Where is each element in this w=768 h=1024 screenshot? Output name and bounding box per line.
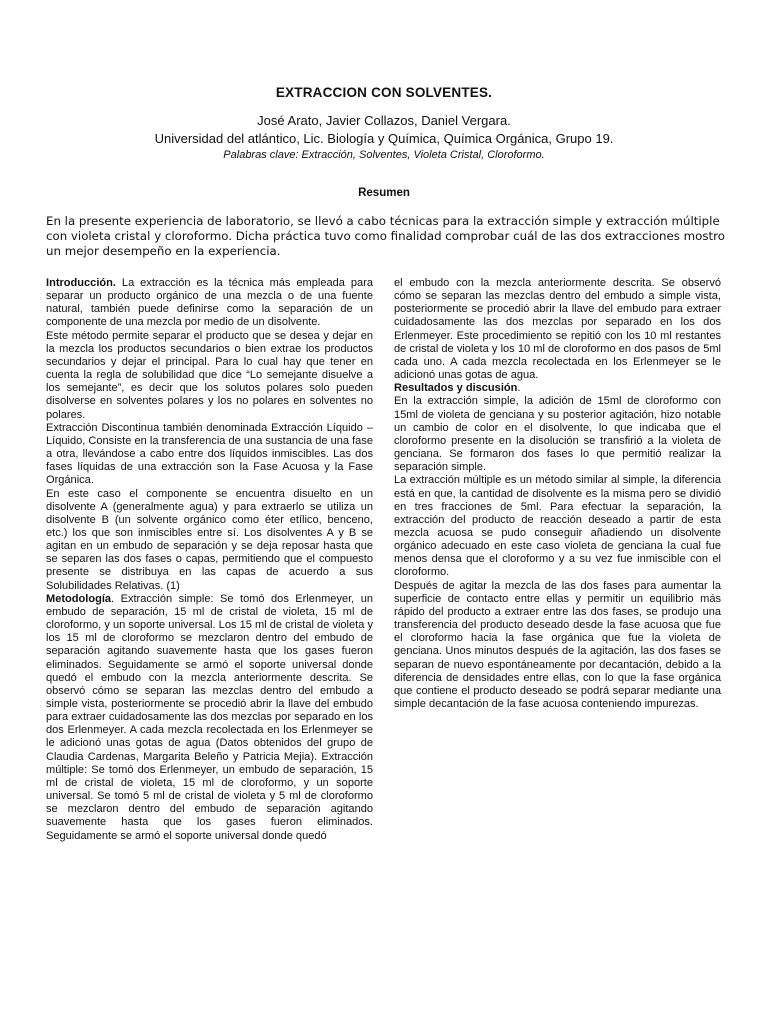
method-paragraph — [46, 593, 373, 843]
results-heading-dot: . — [517, 382, 521, 395]
paper-affiliation: Universidad del atlántico, Lic. Biología y Química, Química Orgánica, Grupo 19. — [154, 131, 614, 146]
results-paragraph-3: Después de agitar la mezcla de las dos fases para aumentar la superficie de contacto entre ellas y permitir un equilibrio más rápido del producto a extraer entre las dos fases, se produjo una transferencia del producto deseado desde la fase acuosa que fue el cloroformo hacia la fase orgánica que fue la violeta de genciana. Unos minutos después de la agitación, las dos fases se separan de nuevo espontáneamente por decantación, debido a la diferencia de densidades entre ellas, con lo que la fase orgánica que contiene el producto deseado se podrá separar mediante una simple decantación de la fase acuosa conteniendo impurezas. — [394, 579, 721, 710]
intro-paragraph-2: Este método permite separar el producto que se desea y dejar en la mezcla los productos secundarios o bien extrae los productos secundarios y dejar el principal. Para lo cual hay que tener en cuenta la regla de solubilidad que dice “Lo semejante disuelve a los semejante”, es decir que los solutos polares solo pueden disolverse en solventes polares y los no polares en solventes no polares. — [46, 329, 373, 421]
intro-text-1: La extracción es la técnica más empleada para separar un producto orgánico de una mezcla o de una fuente natural, también puede definirse como la separación de un componente de una mezcla por medio de un disolvente. — [46, 277, 373, 329]
paper-keywords: Palabras clave: Extracción, Solventes, Violeta Cristal, Cloroformo. — [223, 149, 545, 161]
abstract-text: En la presente experiencia de laboratorio, se llevó a cabo técnicas para la extracción simple y extracción múltiple con violeta cristal y cloroformo. Dicha práctica tuvo como finalidad comprobar cuál de las dos extracciones mostro un mejor desempeño en la experiencia. — [46, 214, 725, 259]
paper-authors: José Arato, Javier Collazos, Daniel Vergara. — [257, 113, 511, 128]
intro-heading: Introducción. — [46, 277, 116, 289]
right-column — [394, 277, 721, 711]
results-heading-line — [394, 382, 721, 395]
results-paragraph-1: En la extracción simple, la adición de 15ml de cloroformo con 15ml de violeta de genciana y su posterior agitación, hizo notable un cambio de color en el disolvente, lo que indicaba que el cloroformo presente en la disolución se transfirió a la violeta de genciana. Se formaron dos fases lo que permitió realizar la separación simple. — [394, 395, 721, 474]
method-heading: Metodología — [46, 592, 112, 605]
abstract-heading: Resumen — [358, 187, 410, 199]
intro-paragraph-4: En este caso el componente se encuentra disuelto en un disolvente A (generalmente agua) y para extraerlo se utiliza un disolvente B (un solvente orgánico como éter etílico, benceno, etc.) los que son inmiscibles entre sí. Los disolventes A y B se agitan en un embudo de separación y se deja reposar hasta que se separen las dos fases o capas, permitiendo que el compuesto presente se distribuya en las capas de acuerdo a sus Solubilidades Relativas. (1) — [46, 487, 373, 592]
method-text: . Extracción simple: Se tomó dos Erlenmeyer, un embudo de separación, 15 ml de cristal de violeta, 15 ml de cloroformo, y un soporte universal. Los 15 ml de cristal de violeta y los 15 ml de cloroformo se mezclaron dentro del embudo de separación agitando suavemente hasta que los gases fueron eliminados. Seguidamente se armó el soporte universal donde quedó el embudo con la mezcla anteriormente descrita. Se observó cómo se separan las mezclas dentro del embudo a simple vista, posteriormente se procedió abrir la llave del embudo para extraer cuidadosamente las dos mezclas por separado en los dos Erlenmeyer. A cada mezcla recolectada en los Erlenmeyer se le adicionó unas gotas de agua (Datos obtenidos del grupo de Claudia Cardenas, Margarita Beleño y Patricia Mejia). Extracción múltiple: Se tomó dos Erlenmeyer, un embudo de separación, 15 ml de cristal de violeta, 15 ml de cloroformo, y un soporte universal. Se tomó 5 ml de cristal de violeta y 5 ml de cloroformo se mezclaron dentro del embudo de separación agitando suavemente hasta que los gases fueron eliminados. Seguidamente se armó el soporte universal donde quedó — [46, 592, 373, 842]
method-continued-paragraph: el embudo con la mezcla anteriormente descrita. Se observó cómo se separan las mezclas dentro del embudo a simple vista, posteriormente se procedió abrir la llave del embudo para extraer cuidadosamente las dos mezclas por separado en los dos Erlenmeyer. Este procedimiento se repitió con los 10 ml restantes de cristal de violeta y los 10 ml de cloroformo en dos pasos de 5ml cada uno. A cada mezcla recolectada en los Erlenmeyer se le adicionó unas gotas de agua. — [394, 277, 721, 382]
intro-paragraph-3: Extracción Discontinua también denominada Extracción Líquido – Líquido, Consiste en la transferencia de una sustancia de una fase a otra, llevándose a cabo entre dos líquidos inmiscibles. Las dos fases líquidas de una extracción son la Fase Acuosa y la Fase Orgánica. — [46, 421, 373, 487]
results-paragraph-2: La extracción múltiple es un método similar al simple, la diferencia está en que, la cantidad de disolvente es la misma pero se dividió en tres fracciones de 5ml. Para efectuar la separación, la extracción del producto de reacción deseado a partir de esta mezcla acuosa se pudo conseguir añadiendo un disolvente orgánico adecuado en este caso violeta de genciana la cual fue menos densa que el cloroformo y a su vez fue inmiscible con el cloroformo. — [394, 474, 721, 579]
paper-title: EXTRACCION CON SOLVENTES. — [275, 85, 493, 100]
intro-paragraph-1 — [46, 277, 373, 330]
results-heading: Resultados y discusión — [394, 382, 518, 395]
left-column — [46, 277, 373, 843]
